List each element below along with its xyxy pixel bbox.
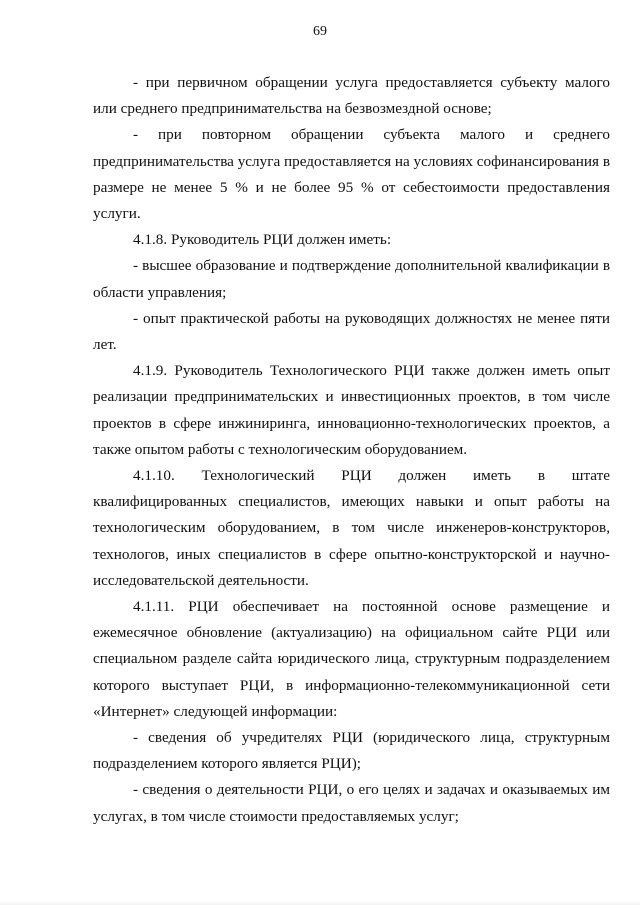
paragraph-higher-education: - высшее образование и подтверждение дополнительной квалификации в области управления; (93, 257, 610, 301)
clause-4-1-11: 4.1.11. РЦИ обеспечивает на постоянной основе размещение и ежемесячное обновление (актуализацию) на официальном сайте РЦИ или специальном разделе сайта юридического лица, структурным подразделением которого выступает РЦИ, в информационно-телекоммуникационной сети «Интернет» следующей информации: (93, 598, 610, 720)
scan-edge (0, 901, 640, 905)
clause-4-1-10: 4.1.10. Технологический РЦИ должен иметь в штате квалифицированных специалистов, имеющих навыки и опыт работы на технологическим оборудованием, в том числе инженеров-конструкторов, технологов, иных специалистов в сфере опытно-конструкторской и научно-исследовательской деятельности. (93, 467, 610, 589)
clause-4-1-9: 4.1.9. Руководитель Технологического РЦИ также должен иметь опыт реализации предпринимательских и инвестиционных проектов, в том числе проектов в сфере инжиниринга, инновационно-технологических проектов, а также опытом работы с технологическим оборудованием. (93, 362, 610, 458)
paragraph-repeat-request: - при повторном обращении субъекта малого и среднего предпринимательства услуга предоставляется на условиях софинансирования в размере не менее 5 % и не более 95 % от себестоимости предоставления услуги. (93, 126, 611, 223)
paragraph-activity-info: - сведения о деятельности РЦИ, о его целях и задачах и оказываемых им услугах, в том числе стоимости предоставляемых услуг; (93, 781, 610, 825)
paragraph-first-request: - при первичном обращении услуга предоставляется субъекту малого или среднего предпринимательства на безвозмездной основе; (93, 74, 610, 118)
paragraph-founders-info: - сведения об учредителях РЦИ (юридического лица, структурным подразделением которого является РЦИ); (93, 729, 610, 773)
document-body (93, 70, 610, 830)
paragraph-management-experience: - опыт практической работы на руководящих должностях не менее пяти лет. (93, 309, 610, 354)
clause-4-1-8: 4.1.8. Руководитель РЦИ должен иметь: (133, 231, 392, 249)
page-number: 69 (313, 24, 327, 39)
